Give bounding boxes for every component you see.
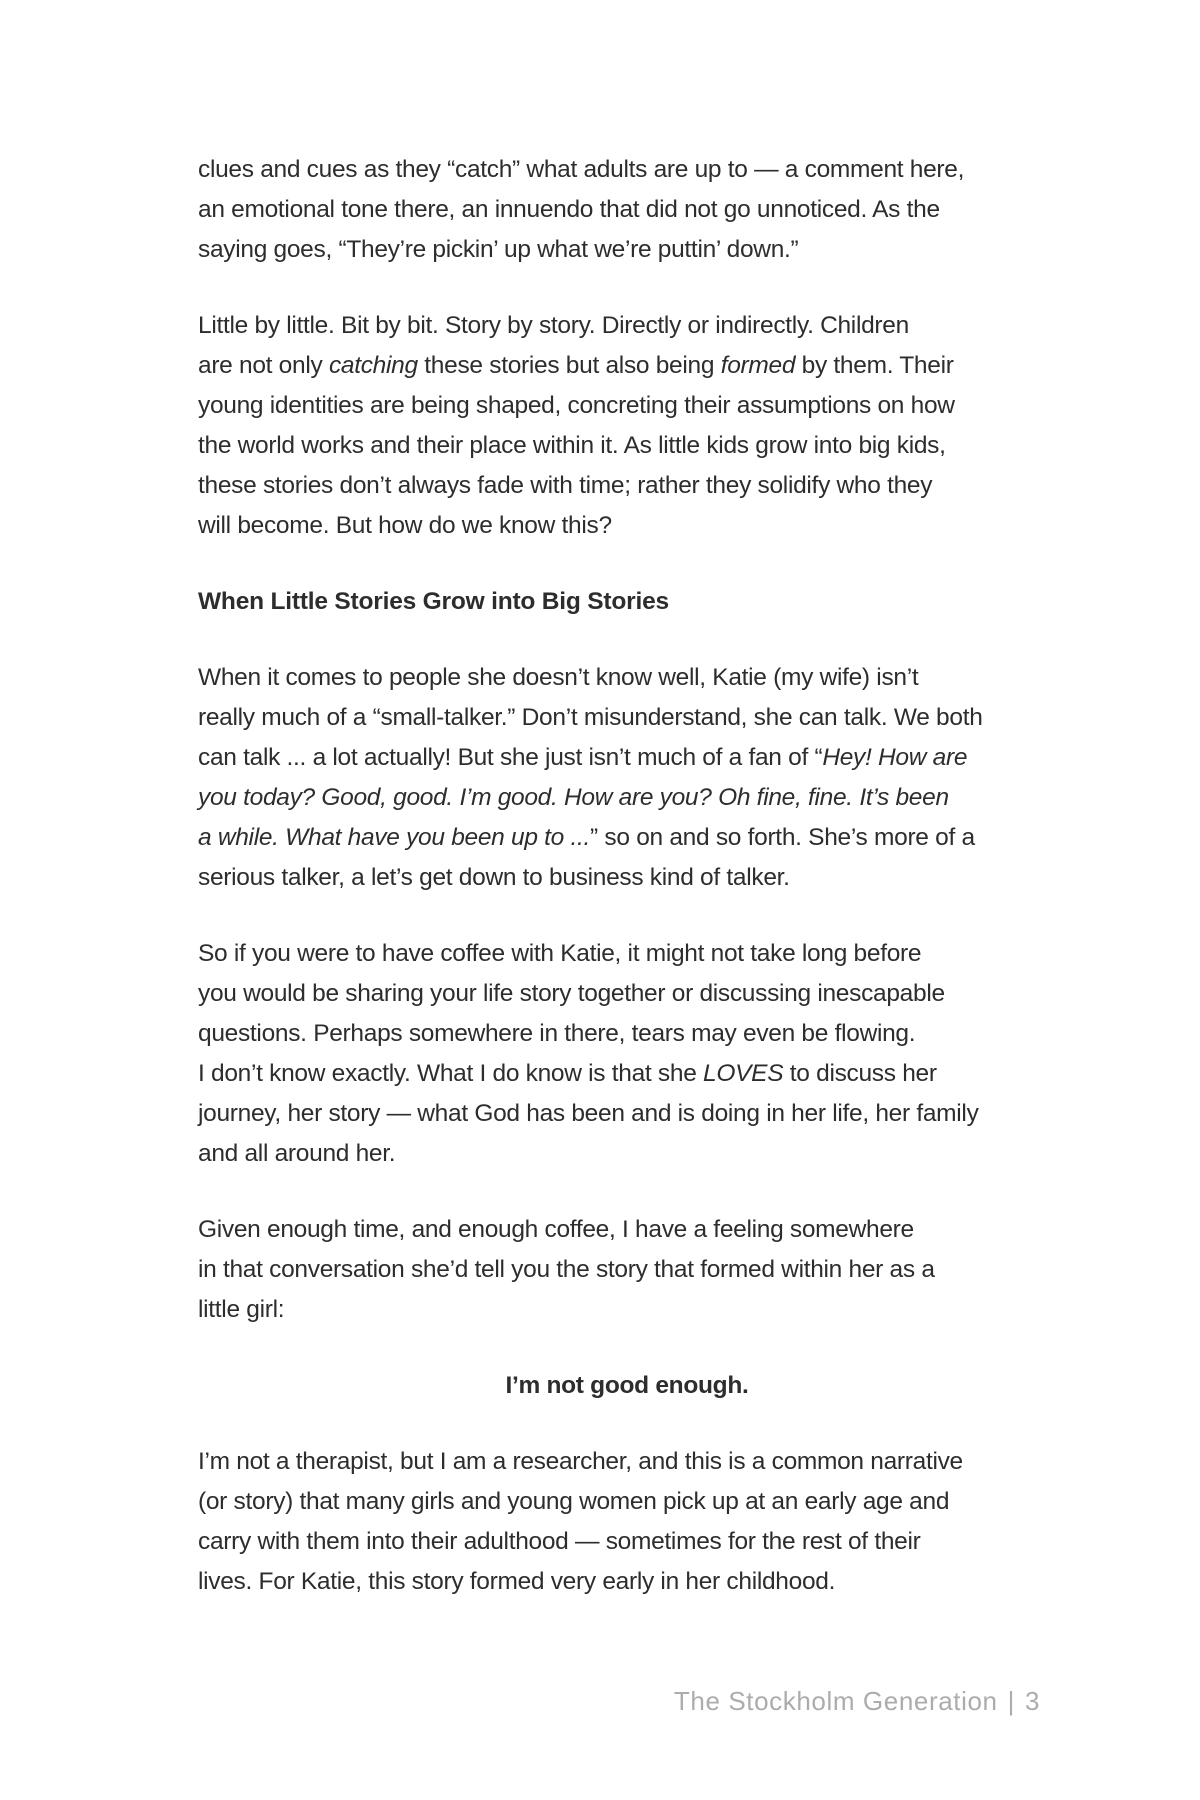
- italic-text-segment: formed: [720, 352, 796, 379]
- text-line: [198, 150, 1056, 190]
- text-segment: the world works and their place within it. As little kids grow into big kids,: [198, 432, 946, 459]
- text-segment: I’m not a therapist, but I am a researcher, and this is a common narrative: [198, 1448, 963, 1475]
- text-line: [198, 858, 1056, 898]
- page-footer: [674, 1686, 1040, 1716]
- pull-quote: I’m not good enough.: [505, 1372, 749, 1399]
- text-segment: young identities are being shaped, concreting their assumptions on how: [198, 392, 955, 419]
- text-line: [198, 1014, 1056, 1054]
- paragraph: [198, 306, 1056, 546]
- text-line: [198, 466, 1056, 506]
- text-line: [198, 426, 1056, 466]
- text-line: [198, 1522, 1056, 1562]
- text-line: [198, 230, 1056, 270]
- text-segment: lives. For Katie, this story formed very early in her childhood.: [198, 1568, 836, 1595]
- text-segment: questions. Perhaps somewhere in there, tears may even be flowing.: [198, 1020, 916, 1047]
- text-line: [198, 778, 1056, 818]
- italic-text-segment: LOVES: [703, 1060, 784, 1087]
- text-line: [198, 1482, 1056, 1522]
- text-line: [198, 1094, 1056, 1134]
- section-heading: When Little Stories Grow into Big Stories: [198, 588, 669, 615]
- text-segment: journey, her story — what God has been and is doing in her life, her family: [198, 1100, 979, 1127]
- footer-page-number: 3: [1024, 1686, 1040, 1716]
- text-line: [198, 306, 1056, 346]
- text-segment: are not only: [198, 352, 329, 379]
- text-line: [198, 934, 1056, 974]
- text-line: [198, 738, 1056, 778]
- text-segment: I don’t know exactly. What I do know is that she: [198, 1060, 704, 1087]
- text-segment: will become. But how do we know this?: [198, 512, 612, 539]
- text-line: [198, 506, 1056, 546]
- text-segment: Little by little. Bit by bit. Story by story. Directly or indirectly. Children: [198, 312, 909, 339]
- text-segment: saying goes, “They’re pickin’ up what we’re puttin’ down.”: [198, 236, 799, 263]
- text-segment: you would be sharing your life story together or discussing inescapable: [198, 980, 945, 1007]
- footer-book-title: The Stockholm Generation: [673, 1686, 998, 1716]
- text-segment: really much of a “small-talker.” Don’t misunderstand, she can talk. We both: [198, 704, 983, 731]
- text-segment: Given enough time, and enough coffee, I have a feeling somewhere: [198, 1216, 914, 1243]
- text-line: [198, 1134, 1056, 1174]
- text-segment: serious talker, a let’s get down to business kind of talker.: [198, 864, 790, 891]
- text-line: [198, 698, 1056, 738]
- text-line: [198, 1562, 1056, 1602]
- text-line: [198, 1054, 1056, 1094]
- text-segment: clues and cues as they “catch” what adults are up to — a comment here,: [198, 156, 965, 183]
- text-line: [198, 346, 1056, 386]
- text-line: [198, 386, 1056, 426]
- page-text-content: [198, 150, 1056, 1638]
- text-segment: to discuss her: [783, 1060, 937, 1087]
- paragraph: [198, 150, 1056, 270]
- italic-text-segment: you today? Good, good. I’m good. How are you? Oh fine, fine. It’s been: [198, 784, 949, 811]
- text-line: [198, 974, 1056, 1014]
- text-segment: ” so on and so forth. She’s more of a: [590, 824, 975, 851]
- paragraph: [198, 1210, 1056, 1330]
- text-line: [198, 818, 1056, 858]
- paragraph: [198, 1442, 1056, 1602]
- italic-text-segment: a while. What have you been up to ...: [198, 824, 591, 851]
- text-line: [198, 658, 1056, 698]
- text-segment: When it comes to people she doesn’t know well, Katie (my wife) isn’t: [198, 664, 919, 691]
- footer-separator: |: [1007, 1686, 1015, 1716]
- italic-text-segment: Hey! How are: [822, 744, 968, 771]
- italic-text-segment: catching: [328, 352, 418, 379]
- text-segment: an emotional tone there, an innuendo that did not go unnoticed. As the: [198, 196, 940, 223]
- text-segment: in that conversation she’d tell you the story that formed within her as a: [198, 1256, 935, 1283]
- text-segment: So if you were to have coffee with Katie, it might not take long before: [198, 940, 922, 967]
- paragraph: [198, 658, 1056, 898]
- text-segment: and all around her.: [198, 1140, 396, 1167]
- text-segment: these stories don’t always fade with time; rather they solidify who they: [198, 472, 933, 499]
- text-segment: these stories but also being: [417, 352, 721, 379]
- text-line: [198, 1250, 1056, 1290]
- text-segment: by them. Their: [795, 352, 954, 379]
- paragraph: [198, 934, 1056, 1174]
- text-line: [198, 1210, 1056, 1250]
- text-segment: carry with them into their adulthood — sometimes for the rest of their: [198, 1528, 921, 1555]
- text-line: [198, 1442, 1056, 1482]
- text-line: [198, 1290, 1056, 1330]
- text-line: [198, 190, 1056, 230]
- text-segment: little girl:: [198, 1296, 285, 1323]
- text-segment: (or story) that many girls and young women pick up at an early age and: [198, 1488, 950, 1515]
- text-segment: can talk ... a lot actually! But she just isn’t much of a fan of “: [198, 744, 823, 771]
